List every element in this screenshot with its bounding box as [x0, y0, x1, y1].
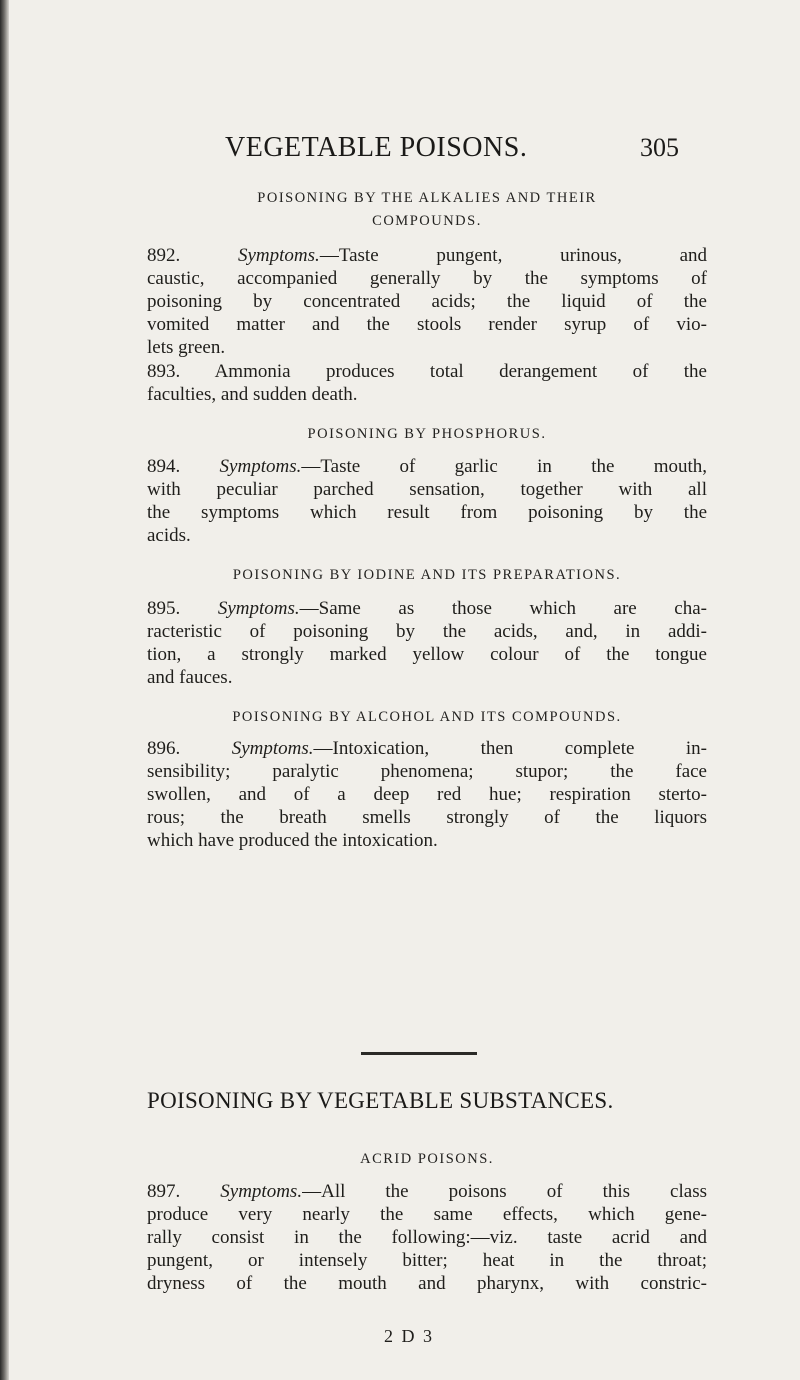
paragraph-893 [147, 360, 707, 406]
text-line: with peculiar parched sensation, together with all [147, 479, 707, 500]
paragraph-894 [147, 455, 707, 547]
text-line: 894. Symptoms.—Taste of garlic in the mouth, [147, 456, 707, 477]
heading-line: POISONING BY IODINE AND ITS PREPARATIONS. [232, 567, 622, 583]
text-line: produce very nearly the same effects, which gene- [147, 1204, 707, 1225]
section-heading-alkalies [147, 187, 707, 233]
paragraph-897 [147, 1180, 707, 1295]
text-line: lets green. [147, 337, 226, 358]
symptoms-label: Symptoms. [231, 738, 314, 759]
text-line: 895. Symptoms.—Same as those which are cha- [147, 598, 707, 619]
text-line: which have produced the intoxication. [147, 830, 438, 851]
symptoms-label: Symptoms. [219, 456, 302, 477]
heading-line: ACRID POISONS. [360, 1151, 494, 1167]
section-heading-alcohol [147, 706, 707, 729]
page-binding-edge [0, 0, 9, 1380]
paragraph-896 [147, 737, 707, 852]
text-line: 893. Ammonia produces total derangement of the [147, 361, 707, 382]
symptoms-label: Symptoms. [220, 1181, 303, 1202]
heading-line: COMPOUNDS. [372, 213, 482, 229]
text-line: tion, a strongly marked yellow colour of the tongue [147, 644, 707, 665]
signature-mark: 2 D 3 [384, 1326, 434, 1346]
text-line: rous; the breath smells strongly of the liquors [147, 807, 707, 828]
text-line: and fauces. [147, 667, 233, 688]
text-line: rally consist in the following:—viz. taste acrid and [147, 1227, 707, 1248]
text-line: 897. Symptoms.—All the poisons of this class [147, 1181, 707, 1202]
text-line: the symptoms which result from poisoning by the [147, 502, 707, 523]
text-line: 896. Symptoms.—Intoxication, then complete in- [147, 738, 708, 759]
running-title: VEGETABLE POISONS. [225, 132, 528, 163]
page-number: 305 [640, 133, 679, 162]
section-heading-phosphorus [147, 423, 707, 446]
text-line: pungent, or intensely bitter; heat in the throat; [147, 1250, 707, 1271]
heading-line: POISONING BY PHOSPHORUS. [307, 426, 547, 442]
section-heading-iodine [147, 564, 707, 587]
symptoms-label: Symptoms. [217, 598, 300, 619]
subheading-acrid-poisons [147, 1148, 707, 1171]
text-line: swollen, and of a deep red hue; respiration sterto- [147, 784, 707, 805]
text-line: poisoning by concentrated acids; the liquid of the [147, 291, 707, 312]
heading-line: POISONING BY THE ALKALIES AND THEIR [257, 190, 597, 206]
text-line: 892. Symptoms.—Taste pungent, urinous, and [147, 245, 708, 266]
text-line: faculties, and sudden death. [147, 384, 358, 405]
text-line: dryness of the mouth and pharynx, with constric- [147, 1273, 707, 1294]
section-divider-rule [361, 1052, 477, 1055]
paragraph-895 [147, 597, 707, 689]
paragraph-892 [147, 244, 707, 359]
heading-line: POISONING BY ALCOHOL AND ITS COMPOUNDS. [232, 709, 622, 725]
text-line: sensibility; paralytic phenomena; stupor; the face [147, 761, 707, 782]
text-line: caustic, accompanied generally by the symptoms of [147, 268, 707, 289]
running-head [0, 132, 800, 172]
text-line: vomited matter and the stools render syrup of vio- [147, 314, 707, 335]
text-line: racteristic of poisoning by the acids, and, in addi- [147, 621, 707, 642]
text-line: acids. [147, 525, 191, 546]
major-heading: POISONING BY VEGETABLE SUBSTANCES. [147, 1088, 614, 1113]
symptoms-label: Symptoms. [238, 245, 320, 266]
